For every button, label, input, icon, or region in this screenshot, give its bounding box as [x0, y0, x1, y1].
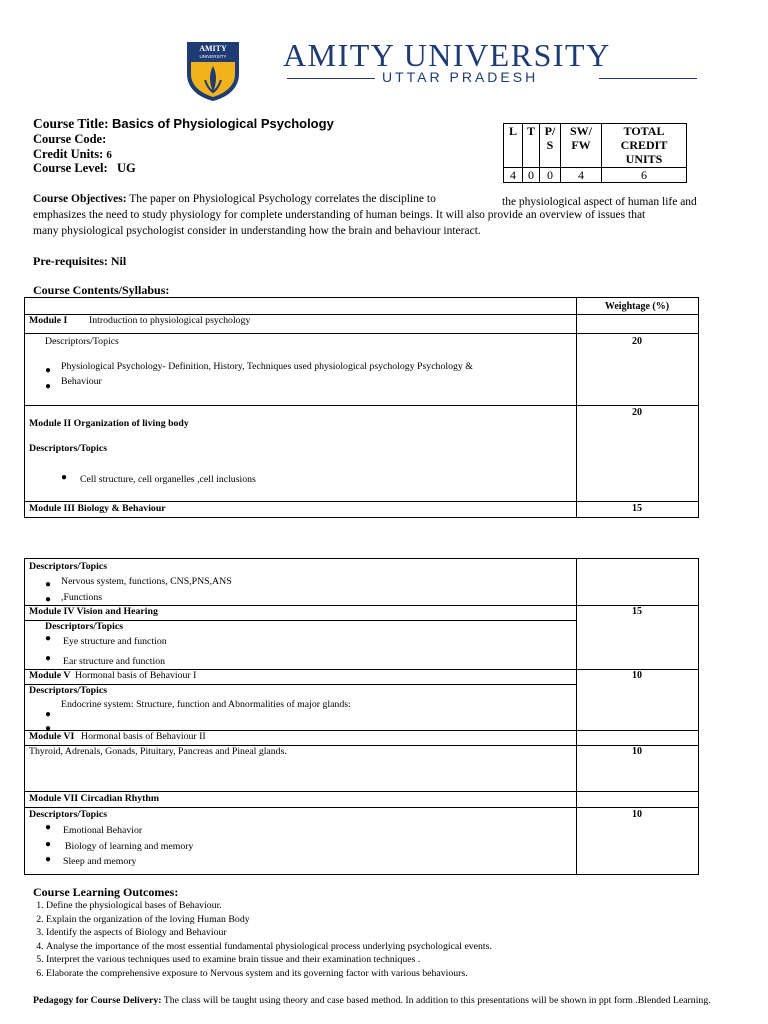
course-level-label: Course Level:: [33, 161, 108, 175]
logo-text-amity: AMITY: [199, 44, 227, 53]
module-2-descriptors: Descriptors/Topics: [29, 443, 108, 454]
syllabus-table-part-2: [24, 558, 699, 875]
syllabus-table-part-1: [24, 297, 699, 518]
bullet-icon: ●: [45, 633, 52, 644]
credit-value-swfw: 4: [561, 168, 602, 183]
module-1-weight: 20: [632, 336, 642, 347]
bullet-icon: ●: [45, 653, 52, 664]
outcome-item: 5. Interpret the various techniques used to examine brain tissue and their examination techniques .: [46, 953, 492, 967]
credit-units-label: Credit Units:: [33, 147, 104, 161]
outcome-item: 2. Explain the organization of the loving Human Body: [46, 913, 492, 927]
objectives-line-3: many physiological psychologist consider in understanding how the brain and behaviour interact.: [33, 225, 481, 237]
objectives-line-1b: the physiological aspect of human life and: [502, 196, 697, 208]
bullet-icon: ●: [45, 822, 52, 833]
weightage-header: Weightage (%): [604, 301, 670, 312]
bullet-icon: ●: [61, 472, 68, 483]
credit-table-values: [504, 168, 687, 183]
pedagogy-text: The class will be taught using theory and case based method. In addition to this presentations will be shown in ppt form .Blended Learning.: [163, 995, 711, 1006]
bullet-icon: ●: [45, 839, 52, 850]
bullet-icon: ●: [45, 365, 52, 376]
module-7-topics-row: [25, 807, 698, 808]
contents-label: Course Contents/Syllabus:: [33, 283, 170, 297]
credit-header-total: TOTAL CREDIT UNITS: [602, 124, 687, 168]
region-line-left: [287, 78, 375, 79]
module-5-title: Hormonal basis of Behaviour I: [75, 670, 197, 681]
module-2-row: [25, 405, 698, 406]
module-2-item: Cell structure, cell organelles ,cell inclusions: [80, 474, 256, 485]
course-level-value: UG: [117, 161, 136, 175]
credit-header-ps: P/ S: [540, 124, 561, 168]
credit-value-t: 0: [523, 168, 540, 183]
prereq-label: Pre-requisites:: [33, 254, 108, 268]
module-7-item-3: Sleep and memory: [63, 856, 137, 867]
outcome-item: 3. Identify the aspects of Biology and Behaviour: [46, 926, 492, 940]
region-text: UTTAR PRADESH: [382, 69, 539, 85]
credit-header-swfw: SW/ FW: [561, 124, 602, 168]
outcomes-label: Course Learning Outcomes:: [33, 885, 179, 899]
module-4-item-2: Ear structure and function: [63, 656, 166, 667]
credit-table-header: [504, 124, 687, 168]
bullet-icon: ●: [45, 579, 52, 590]
credit-units: [33, 147, 112, 162]
prereq-value: Nil: [110, 254, 127, 268]
module-7-label: Module VII Circadian Rhythm: [29, 793, 160, 804]
credit-value-l: 4: [504, 168, 523, 183]
credit-units-value: 6: [106, 149, 112, 161]
objectives-line-2: emphasizes the need to study physiology for complete understanding of human beings. It will also provide an overview of issues that: [33, 209, 646, 221]
outcome-item: 4. Analyse the importance of the most essential fundamental physiological process underlying psychological events.: [46, 940, 492, 954]
course-code: [33, 132, 106, 147]
module-1-title: Introduction to physiological psychology: [89, 315, 251, 326]
module-7-weight: 10: [632, 809, 642, 820]
module-6-title: Hormonal basis of Behaviour II: [81, 731, 206, 742]
module-5-label: Module V: [29, 670, 71, 681]
module-4-weight: 15: [632, 606, 642, 617]
module-1-item-line-1: Physiological Psychology- Definition, History, Techniques used physiological psychology Psychology &: [61, 361, 473, 372]
outcome-item: 1. Define the physiological bases of Behaviour.: [46, 899, 492, 913]
university-name: AMITY UNIVERSITY: [283, 37, 611, 73]
module-4-item-1: Eye structure and function: [63, 636, 167, 647]
credit-header-t: T: [523, 124, 540, 168]
logo-text-university: UNIVERSITY: [199, 54, 227, 59]
university-region: [287, 69, 697, 87]
module-5-weight: 10: [632, 670, 642, 681]
course-title-value: Basics of Physiological Psychology: [112, 116, 334, 131]
module-6-weight: 10: [632, 746, 642, 757]
credit-table: [503, 123, 687, 183]
module-5-descriptors: Descriptors/Topics: [29, 685, 108, 696]
module-6-item: Thyroid, Adrenals, Gonads, Pituitary, Pancreas and Pineal glands.: [29, 746, 287, 757]
course-title: [33, 116, 334, 132]
pedagogy-label: Pedagogy for Course Delivery:: [33, 995, 162, 1006]
module-1-descriptors: Descriptors/Topics: [45, 336, 119, 347]
outcome-item: 6. Elaborate the comprehensive exposure to Nervous system and its governing factor with various behaviours.: [46, 967, 492, 981]
course-code-label: Course Code:: [33, 132, 107, 146]
objectives-label: Course Objectives:: [33, 193, 127, 205]
amity-logo-shield-icon: [185, 40, 241, 102]
module-3-item-1: Nervous system, functions, CNS,PNS,ANS: [61, 576, 232, 587]
module-6-label: Module VI: [29, 731, 75, 742]
module-7-item-1: Emotional Behavior: [63, 825, 143, 836]
module-5-topics-row: [25, 684, 576, 685]
module-3-label: Module III Biology & Behaviour: [29, 503, 166, 514]
module-3-item-2: ,Functions: [61, 592, 103, 603]
region-line-right: [599, 78, 697, 79]
module-4-label: Module IV Vision and Hearing: [29, 606, 158, 617]
course-level: [33, 161, 136, 176]
module-7-descriptors: Descriptors/Topics: [29, 809, 108, 820]
module-4-descriptors: Descriptors/Topics: [45, 621, 124, 632]
module-1-topics-row: [25, 333, 698, 334]
bullet-icon: ●: [45, 594, 52, 605]
bullet-icon: ●: [45, 723, 52, 734]
module-1-item-line-2: Behaviour: [61, 376, 102, 387]
pedagogy: [33, 994, 723, 1007]
module-3-descriptors: Descriptors/Topics: [29, 561, 108, 572]
module-7-item-2: Biology of learning and memory: [65, 841, 194, 852]
module-2-weight: 20: [632, 407, 642, 418]
credit-value-total: 6: [602, 168, 687, 183]
module-3-row: [25, 501, 698, 502]
bullet-icon: ●: [45, 709, 52, 720]
credit-header-l: L: [504, 124, 523, 168]
module-3-weight: 15: [632, 503, 642, 514]
outcomes-list: [28, 899, 492, 981]
prerequisites: [33, 254, 126, 269]
module-2-label: Module II Organization of living body: [29, 418, 189, 429]
bullet-icon: ●: [45, 381, 52, 392]
module-1-label: Module I: [29, 315, 68, 326]
credit-value-ps: 0: [540, 168, 561, 183]
course-title-label: Course Title:: [33, 116, 109, 131]
module-7-row: [25, 791, 698, 792]
objectives-line-1: The paper on Physiological Psychology correlates the discipline to: [129, 193, 436, 205]
module-5-item: Endocrine system: Structure, function and Abnormalities of major glands:: [61, 699, 351, 710]
bullet-icon: ●: [45, 854, 52, 865]
